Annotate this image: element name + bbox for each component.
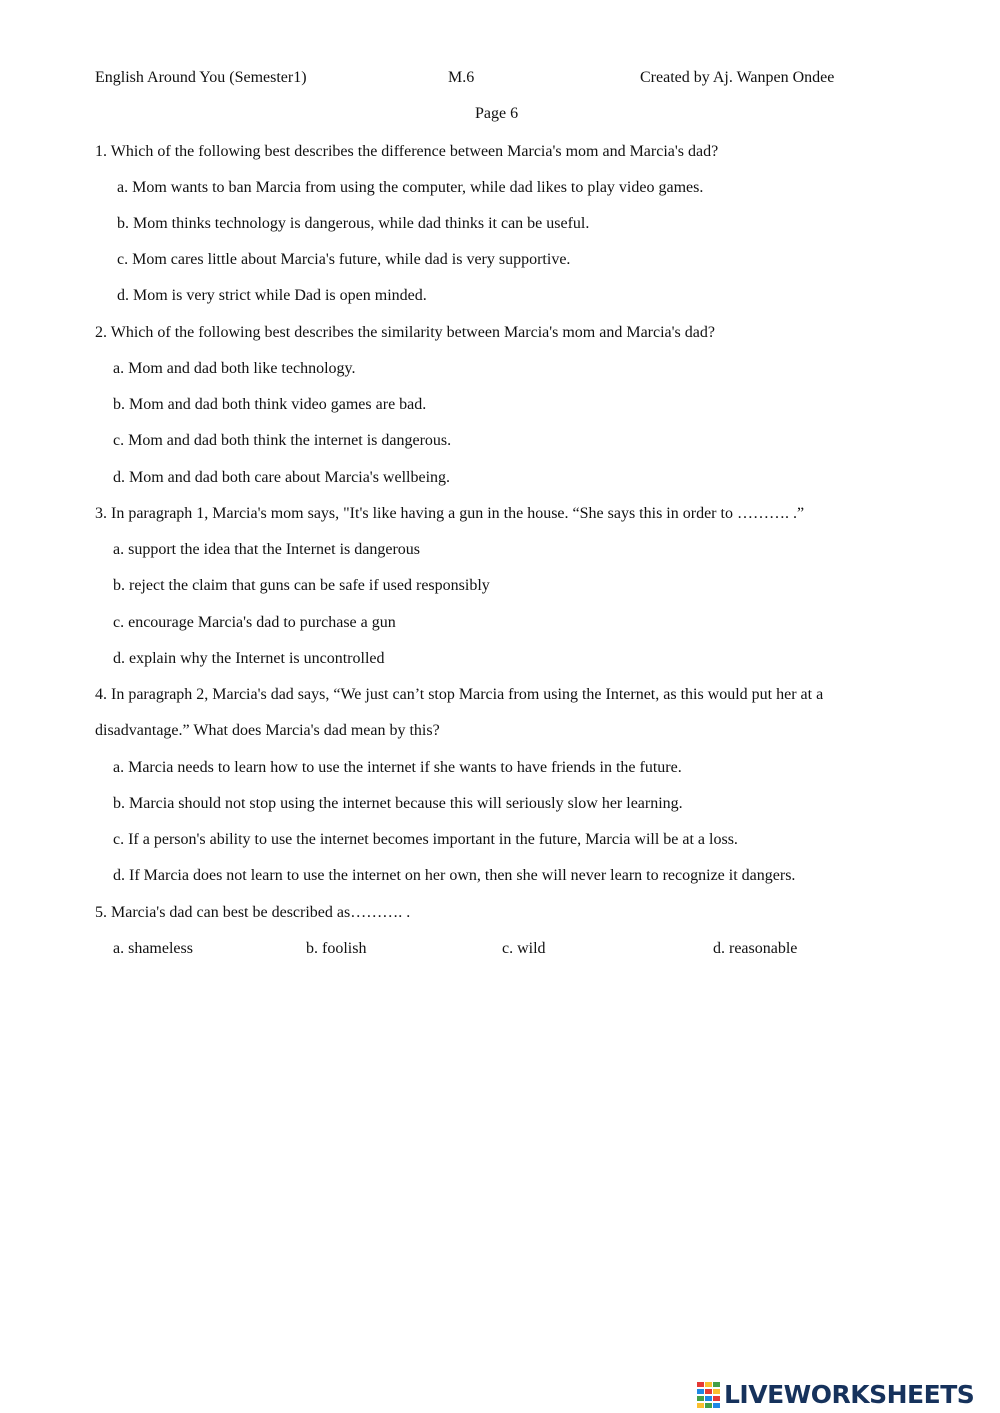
question-3-option-b[interactable]: b. reject the claim that guns can be safe if used responsibly <box>113 577 490 594</box>
header-course-title: English Around You (Semester1) <box>95 69 307 86</box>
question-2-option-c[interactable]: c. Mom and dad both think the internet is dangerous. <box>113 432 452 449</box>
question-4-option-a[interactable]: a. Marcia needs to learn how to use the internet if she wants to have friends in the future. <box>113 759 682 776</box>
question-1-stem: 1. Which of the following best describes the difference between Marcia's mom and Marcia's dad? <box>95 143 719 160</box>
liveworksheets-logo <box>697 1378 974 1412</box>
question-5-option-d[interactable]: d. reasonable <box>713 940 798 957</box>
question-2-option-d[interactable]: d. Mom and dad both care about Marcia's wellbeing. <box>113 469 451 486</box>
question-3-option-d[interactable]: d. explain why the Internet is uncontrolled <box>113 650 385 667</box>
question-5-stem: 5. Marcia's dad can best be described as………. . <box>95 904 411 921</box>
question-4-option-b[interactable]: b. Marcia should not stop using the internet because this will seriously slow her learning. <box>113 795 683 812</box>
question-4-option-c[interactable]: c. If a person's ability to use the internet becomes important in the future, Marcia will be at a loss. <box>113 831 738 848</box>
question-3-option-a[interactable]: a. support the idea that the Internet is dangerous <box>113 541 421 558</box>
question-3-option-c[interactable]: c. encourage Marcia's dad to purchase a gun <box>113 614 396 631</box>
liveworksheets-icon <box>697 1382 721 1408</box>
header-author: Created by Aj. Wanpen Ondee <box>640 69 835 86</box>
question-1-option-c[interactable]: c. Mom cares little about Marcia's future, while dad is very supportive. <box>117 251 571 268</box>
question-2-stem: 2. Which of the following best describes the similarity between Marcia's mom and Marcia's dad? <box>95 324 715 341</box>
question-4-stem-line-1: 4. In paragraph 2, Marcia's dad says, “We just can’t stop Marcia from using the Internet, as this would put her at a <box>95 686 824 703</box>
question-3-stem: 3. In paragraph 1, Marcia's mom says, "It's like having a gun in the house. “She says this in order to ………. .” <box>95 505 805 522</box>
question-1-option-a[interactable]: a. Mom wants to ban Marcia from using the computer, while dad likes to play video games. <box>117 179 704 196</box>
question-4-stem-line-2: disadvantage.” What does Marcia's dad mean by this? <box>95 722 440 739</box>
question-4-option-d[interactable]: d. If Marcia does not learn to use the internet on her own, then she will never learn to recognize it dangers. <box>113 867 796 884</box>
header-grade: M.6 <box>448 69 475 86</box>
question-1-option-b[interactable]: b. Mom thinks technology is dangerous, while dad thinks it can be useful. <box>117 215 590 232</box>
question-5-option-a[interactable]: a. shameless <box>113 940 193 957</box>
page-number: Page 6 <box>475 105 519 122</box>
question-2-option-a[interactable]: a. Mom and dad both like technology. <box>113 360 356 377</box>
question-2-option-b[interactable]: b. Mom and dad both think video games are bad. <box>113 396 427 413</box>
liveworksheets-logo-text: LIVEWORKSHEETS <box>724 1380 975 1409</box>
question-1-option-d[interactable]: d. Mom is very strict while Dad is open minded. <box>117 287 427 304</box>
question-5-option-b[interactable]: b. foolish <box>306 940 367 957</box>
question-5-option-c[interactable]: c. wild <box>502 940 546 957</box>
